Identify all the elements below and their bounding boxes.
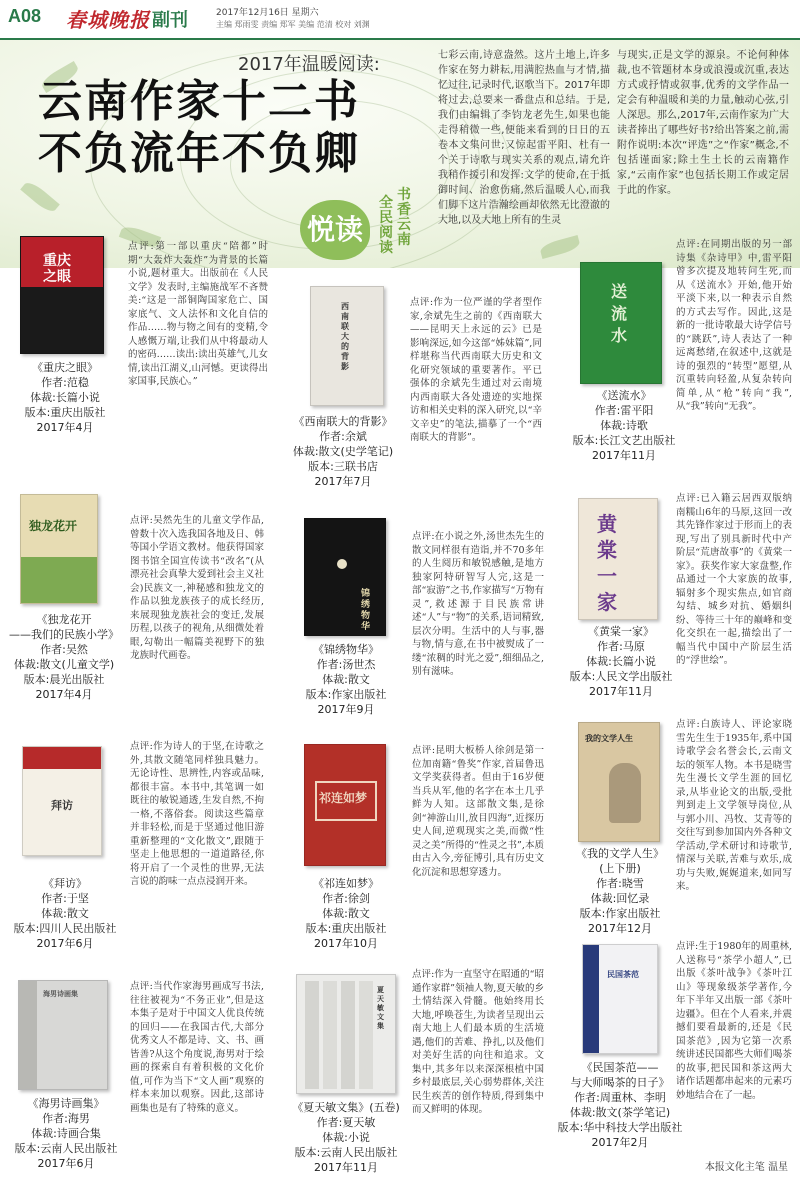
book-genre: 体裁:长篇小说 — [30, 391, 100, 404]
book-title: 《黄棠一家》 — [588, 625, 654, 638]
book-author: 作者:夏天敏 — [316, 1116, 376, 1129]
book-publisher: 版本:重庆出版社 — [305, 922, 387, 935]
book-publisher: 版本:四川人民出版社 — [13, 922, 117, 935]
book-title: 《民国茶范—— — [581, 1061, 659, 1074]
book-info — [556, 1060, 684, 1150]
reading-badge: 悦读 — [300, 200, 370, 260]
book-author: 作者:晓雪 — [596, 877, 644, 890]
book-info — [286, 642, 406, 717]
page-header — [0, 0, 800, 40]
book-date: 2017年9月 — [317, 703, 375, 716]
book-genre: 体裁:诗画合集 — [31, 1127, 101, 1140]
book-date: 2017年11月 — [314, 1161, 378, 1174]
book-author: 作者:吴然 — [40, 643, 88, 656]
book-title: 《锦绣物华》 — [313, 643, 379, 656]
book-cover: 西南联大的背影 — [310, 286, 384, 406]
book-genre: 体裁:散文 — [322, 673, 370, 686]
book-author: 作者:周重林、李明 — [574, 1091, 666, 1104]
book-publisher: 版本:作家出版社 — [579, 907, 661, 920]
book-publisher: 版本:晨光出版社 — [23, 673, 105, 686]
book-info — [4, 1096, 128, 1171]
book-cover: 送流水 — [580, 262, 662, 384]
book-title: 《我的文学人生》 — [576, 847, 664, 860]
book-publisher: 版本:长江文艺出版社 — [572, 434, 676, 447]
book-author: 作者:余斌 — [319, 430, 367, 443]
book-date: 2017年11月 — [589, 685, 653, 698]
book-date: 2017年6月 — [37, 1157, 95, 1170]
feature-subhead: 2017年温暖阅读: — [238, 54, 380, 75]
book-date: 2017年10月 — [314, 937, 378, 950]
issue-date: 2017年12月16日 星期六 — [216, 8, 319, 18]
book-review: 点评:在小说之外,汤世杰先生的散文同样很有造诣,并不70多年的人生阅历和敏锐感触,是地方独家阿特研智写人完,这是一部“寂游”之书,作家描写“万物有灵”,救述源于目民族常讲述“人”与“物”的关系,语词精致,层次分明。生活中的人与事,器与物,情与意,在书中被熨成了一缕“浓稠的时光之爱”,细细品之,别有滋味。 — [412, 531, 544, 677]
book-info — [558, 624, 684, 699]
book-publisher: 版本:三联书店 — [308, 460, 378, 473]
book-cover: 海男诗画集 — [18, 980, 108, 1090]
book-cover: 黄棠一家 — [578, 498, 658, 620]
book-genre: 体裁:小说 — [322, 1131, 370, 1144]
book-publisher: 版本:华中科技大学出版社 — [557, 1121, 683, 1134]
book-review: 点评:吴然先生的儿童文学作品,曾数十次入选我国各地及日、韩等国小学语文教材。他获得国家图书馆全国宣传读书“改名”(从漂亮社会真挚大爱到社会主义社会)民族文一,神秘感和独龙文的作品以独龙族孩子的成长经历,来展现独龙族社会的变迁,发展历程,以孩子的视角,从细微处着眼,勾勒出一幅篇美视野下的独龙族时代画卷。 — [130, 515, 264, 661]
book-title: 《夏天敏文集》(五卷) — [292, 1101, 400, 1114]
book-genre: 体裁:散文 — [41, 907, 89, 920]
book-title-cont: (上下册) — [599, 862, 641, 875]
slogan-vertical-1: 全民阅读 — [379, 195, 393, 256]
intro-column-2: 与现实,正是文学的源泉。不论何种体裁,也不管题材本身或浪漫或沉重,表达方式或抒情或叙事,优秀的文学作品一定会有种温暖和美的力量,触动心弦,引人深思。那么,2017年,云南作家为广大读者捧出了哪些好书?给出答案之前,需附作说明:本次“评选”之“作家”概念,不包括谨面家;除土生土长的云南籍作家,“云南作家”也包括长期工作或定居于此的作家。 — [617, 50, 789, 196]
book-info — [4, 360, 126, 435]
book-info — [286, 876, 406, 951]
book-author: 作者:徐剑 — [322, 892, 370, 905]
headline-line-2: 不负流年不负卿 — [38, 128, 360, 179]
book-date: 2017年4月 — [36, 421, 94, 434]
book-date: 2017年2月 — [591, 1136, 649, 1149]
book-author: 作者:海男 — [42, 1112, 90, 1125]
book-review: 点评:在同期出版的另一部诗集《杂诗甲》中,雷平阳曾多次提及地转问生死,而从《送流水》开始,他开始平淡下来,以一种表示自然的方式去写作。因此,这是新的一批诗歌最大诗学信号的“跳跃”,诗人表达了一种远离愁绪,在叙述中,这就是诗的强烈的“转型”愿望,从沉重转向轻盈,从复杂转向简单,从“枪”转向“我”,从“我”转向“无我”。 — [676, 239, 792, 412]
slogan-vertical-2: 书香云南 — [397, 187, 411, 248]
book-genre: 体裁:长篇小说 — [586, 655, 656, 668]
book-info — [560, 388, 688, 463]
book-publisher: 版本:作家出版社 — [305, 688, 387, 701]
book-author: 作者:马原 — [597, 640, 645, 653]
book-publisher: 版本:重庆出版社 — [24, 406, 106, 419]
book-review: 点评:作为诗人的于坚,在诗歌之外,其散文随笔同样独具魅力。无论诗性、思辨性,内容或品味,都很丰富。本书中,其笔调一如既往的敏锐通透,生发自然,不拘一格,不落俗套。阅读这些篇章并非轻松,而是于坚通过他旧游重新整理的“文化散文”,跟随于坚走上他思想的一道道路径,你将开启了一个灵性的世界,无法言说的韵味一点点浸润开来。 — [130, 741, 264, 887]
book-genre: 体裁:散文(儿童文学) — [13, 658, 115, 671]
book-info — [556, 846, 684, 936]
book-cover: 锦绣物华 — [304, 518, 386, 636]
book-cover: 拜访 — [22, 746, 102, 856]
book-title: 《拜访》 — [43, 877, 87, 890]
book-author: 作者:于坚 — [41, 892, 89, 905]
book-review: 点评:已入籍云居西双版纳南糯山6年的马原,这回一改其先锋作家过于形而上的表现,写出了别具新时代中产阶层“荒唐故事”的《黄棠一家》。获奖作家大家盘整,作品通过一个大家族的故事,辐射多个现实焦点,如官商勾结、城乡对抗、婚姻纠纷、等待三十年的巅峰和变化交织在一起,描绘出了一幅当代中国中产阶层生活的“浮世绘”。 — [676, 493, 792, 666]
book-title: 《重庆之眼》 — [32, 361, 98, 374]
book-title-cont: 与大师喝茶的日子》 — [570, 1076, 670, 1089]
book-cover: 我的文学人生 — [578, 722, 660, 842]
book-genre: 体裁:诗歌 — [600, 419, 648, 432]
book-review: 点评:昆明大板桥人徐剑是第一位加南籍“鲁奖”作家,首届鲁迅文学奖获得者。但由于16岁便当兵从军,他的名字在本土几乎鲜为人知。这部散文集,是徐剑“神游山川,放目四海”,近探历史人间,逆观现实之美,而微“性灵之美”所得的“性灵之书”,本质由古入今,旁征博引,具有历史文化沉淀和思想穿透力。 — [412, 745, 544, 878]
book-review: 点评:生于1980年的周重林,人送称号“茶学小超人”,已出版《茶叶战争》《茶叶江山》等现象级茶学著作,今年下半年又出版一部《茶叶边疆》。但在个人看来,并震撼们要看最新的,还是《民国茶范》,因为它第一次系统讲述民国都些大师们喝茶的故事,把民国和茶这两大诸作话题都串起来的元素巧妙地结合在了一起。 — [676, 941, 792, 1101]
byline: 本报文化主笔 温星 — [704, 1162, 788, 1173]
book-review: 点评:第一部以重庆“陪都”时期“大轰炸大轰炸”为背景的长篇小说,题材重大。出版前在《人民文学》发表时,主编施战军不吝赞美:“这是一部铜陶国家危亡、国家底气、文人法怀和文化自信的作品……物与物之间有的变精,令人感慨万端,让我们从中将最动人的密码……读出:读出英雄气,儿女情,读出江湖义,山河憾。更读得出家国事,民族心。” — [128, 241, 268, 387]
book-title: 《海男诗画集》 — [27, 1097, 105, 1110]
intro-column-1: 七彩云南,诗意盎然。这片土地上,许多作家在努力耕耘,用满腔热血与才情,描忆过往,记录时代,讴歌当下。2017年即将过去,总要来一番盘点和总结。于是,我们由编辑了李钧龙老先生,如果也能走得稍微一些,便能来看到的日日的五卷本文集问世;又惊起雷平阳、杜有一个关于诗歌与现实关系的观点,请允许我稍作援引和发挥:文学的使命,在于抵御时间、治愈伤痛,然后温暖人心,而我们脚下这片浩瀚绘画却依然无比澄澈的大地,以及大地上所有的生灵 — [438, 50, 610, 226]
book-date: 2017年4月 — [35, 688, 93, 701]
headline-line-1: 云南作家十二书 — [38, 76, 360, 127]
book-title: 《西南联大的背影》 — [293, 415, 393, 428]
book-cover: 重庆之眼 — [20, 236, 104, 354]
book-genre: 体裁:散文(史学笔记) — [292, 445, 394, 458]
book-title: 《独龙花开 — [36, 613, 92, 626]
book-author: 作者:汤世杰 — [316, 658, 376, 671]
book-review: 点评:作为一直坚守在昭通的“昭通作家群”领袖人物,夏天敏的乡土情结深入骨髓。他始终用长大地,呼唤苍生,为读者呈现出云南大地上人们最本质的生活境遇,他们的苦难、挣扎,以及他们对美好生活的向往和追求。文集中,其多年以来深深根植中国乡村最底层,关心弱势群体,关注民生疾苦的创作特质,得到集中而又鲜明的体现。 — [412, 969, 544, 1115]
book-cover: 民国茶范 — [582, 944, 658, 1054]
book-cover: 夏天敏文集 — [296, 974, 396, 1094]
book-genre: 体裁:回忆录 — [590, 892, 650, 905]
newspaper-logo: 春城晚报 — [66, 8, 150, 32]
editorial-staff: 主编 郑雨雯 责编 郑军 美编 范清 校对 刘渊 — [216, 20, 370, 29]
book-cover: 祁连如梦 — [304, 744, 386, 866]
book-title-cont: ——我们的民族小学》 — [9, 628, 119, 641]
book-date: 2017年11月 — [592, 449, 656, 462]
leaf-decoration — [539, 235, 581, 259]
feature-headline — [38, 76, 360, 180]
book-publisher: 版本:人民文学出版社 — [569, 670, 673, 683]
book-date: 2017年6月 — [36, 937, 94, 950]
book-review: 点评:作为一位严谨的学者型作家,余斌先生之前的《西南联大——昆明天上永远的云》已是影响深远,如今这部“姊妹篇”,同样堪称当代西南联大历史和文化研究领域的重要著作。平已强体的余斌先生通过对云南境内西南联大各处遗迹的实地探访和相关史料的深入研究,以“辛文辛史”的笔法,描摹了一个“西南联大的背影”。 — [410, 297, 542, 443]
book-info — [4, 876, 126, 951]
book-author: 作者:范稳 — [41, 376, 89, 389]
page-number: A08 — [8, 6, 42, 26]
book-review: 点评:白族诗人、评论家晓雪先生生于1935年,系中国诗歌学会名誉会长,云南文坛的领军人物。本书是晓雪先生漫长文学生涯的回忆录,从毕业论文的出版,受批判到走上文学领导岗位,从与郭小川、冯牧、艾青等的交往写到参加国内外各种文学活动,学术研讨和诗歌节,情深与关联,苦难与欢乐,成功与失败,娓娓道来,如同写来。 — [676, 719, 792, 892]
book-title: 《送流水》 — [596, 389, 652, 402]
leaf-decoration — [20, 179, 60, 215]
book-cover: 独龙花开 — [20, 494, 98, 604]
book-info — [282, 414, 404, 489]
book-publisher: 版本:云南人民出版社 — [294, 1146, 398, 1159]
book-info — [2, 612, 126, 702]
book-title: 《祁连如梦》 — [313, 877, 379, 890]
book-info — [280, 1100, 412, 1175]
book-date: 2017年12月 — [588, 922, 652, 935]
book-author: 作者:雷平阳 — [594, 404, 654, 417]
section-title: 副刊 — [152, 10, 188, 31]
book-date: 2017年7月 — [314, 475, 372, 488]
book-genre: 体裁:散文 — [322, 907, 370, 920]
book-genre: 体裁:散文(茶学笔记) — [569, 1106, 671, 1119]
book-review: 点评:当代作家海男画成写书法,往往被视为“不务正业”,但是这本集子是对于中国文人优良传统的回归——在我国古代,大部分优秀文人不都是诗、文、书、画皆善?从这个角度说,海男对于绘画的探索自有着积极的文化价值,可作为当下“文人画”观察的样本来加以观察。因此,这部诗画集也是有了特殊的意义。 — [130, 981, 264, 1114]
book-publisher: 版本:云南人民出版社 — [14, 1142, 118, 1155]
